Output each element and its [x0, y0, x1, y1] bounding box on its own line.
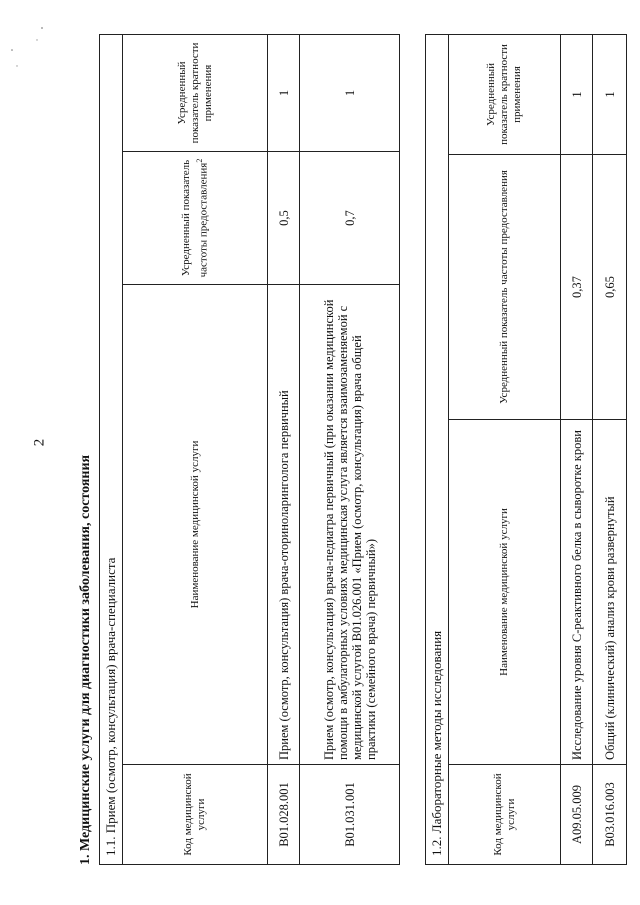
service-code: A09.05.009 — [561, 765, 593, 865]
header-multiplicity: Усредненный показатель кратности применения — [123, 34, 268, 151]
service-code: B01.031.001 — [300, 765, 400, 865]
frequency-value: 0,5 — [268, 152, 300, 285]
table-row — [268, 34, 300, 864]
service-name: Исследование уровня С-реактивного белка в сыворотке крови — [561, 420, 593, 765]
heading-text: 1. Медицинские услуги для диагностики заболевания, состояния — [78, 454, 93, 865]
frequency-value: 0,7 — [300, 152, 400, 285]
header-frequency: Усредненный показатель частоты предоставления — [449, 155, 561, 420]
multiplicity-value: 1 — [300, 34, 400, 151]
multiplicity-value: 1 — [593, 34, 627, 154]
header-code: Код медицинской услуги — [123, 765, 268, 865]
header-multiplicity: Усредненный показатель кратности применения — [449, 34, 561, 154]
footnote-mark: 2 — [194, 158, 204, 163]
scan-specks — [4, 8, 54, 78]
rotated-sheet — [75, 35, 635, 865]
table-row — [561, 34, 593, 864]
header-code: Код медицинской услуги — [449, 765, 561, 865]
service-name: Прием (осмотр, консультация) врача-педиатра первичный (при оказании медицинской помощи в амбулаторных условиях медицинская услуга является взаимозаменяемой с медицинской услугой B01.026.001 «Прием (осмотр, консультация) врача общей практики (семейного врача) первичный») — [300, 285, 400, 765]
table-laboratory-methods — [425, 34, 627, 865]
multiplicity-value: 1 — [268, 34, 300, 151]
frequency-value: 0,37 — [561, 155, 593, 420]
multiplicity-value: 1 — [561, 34, 593, 154]
table-row — [593, 34, 627, 864]
table-title: 1.2. Лабораторные методы исследования — [426, 34, 449, 864]
header-frequency — [123, 152, 268, 285]
table-title: 1.1. Прием (осмотр, консультация) врача-специалиста — [100, 34, 123, 864]
page-number: 2 — [31, 438, 48, 447]
service-code: B01.028.001 — [268, 765, 300, 865]
table-specialist-consultations — [99, 34, 400, 865]
header-name: Наименование медицинской услуги — [123, 285, 268, 765]
service-name: Прием (осмотр, консультация) врача-оториноларинголога первичный — [268, 285, 300, 765]
service-code: B03.016.003 — [593, 765, 627, 865]
section-heading — [75, 35, 99, 865]
header-name: Наименование медицинской услуги — [449, 420, 561, 765]
table-row — [300, 34, 400, 864]
header-frequency-text: Усредненный показатель частоты предоставления — [179, 159, 210, 278]
service-name: Общий (клинический) анализ крови развернутый — [593, 420, 627, 765]
frequency-value: 0,65 — [593, 155, 627, 420]
